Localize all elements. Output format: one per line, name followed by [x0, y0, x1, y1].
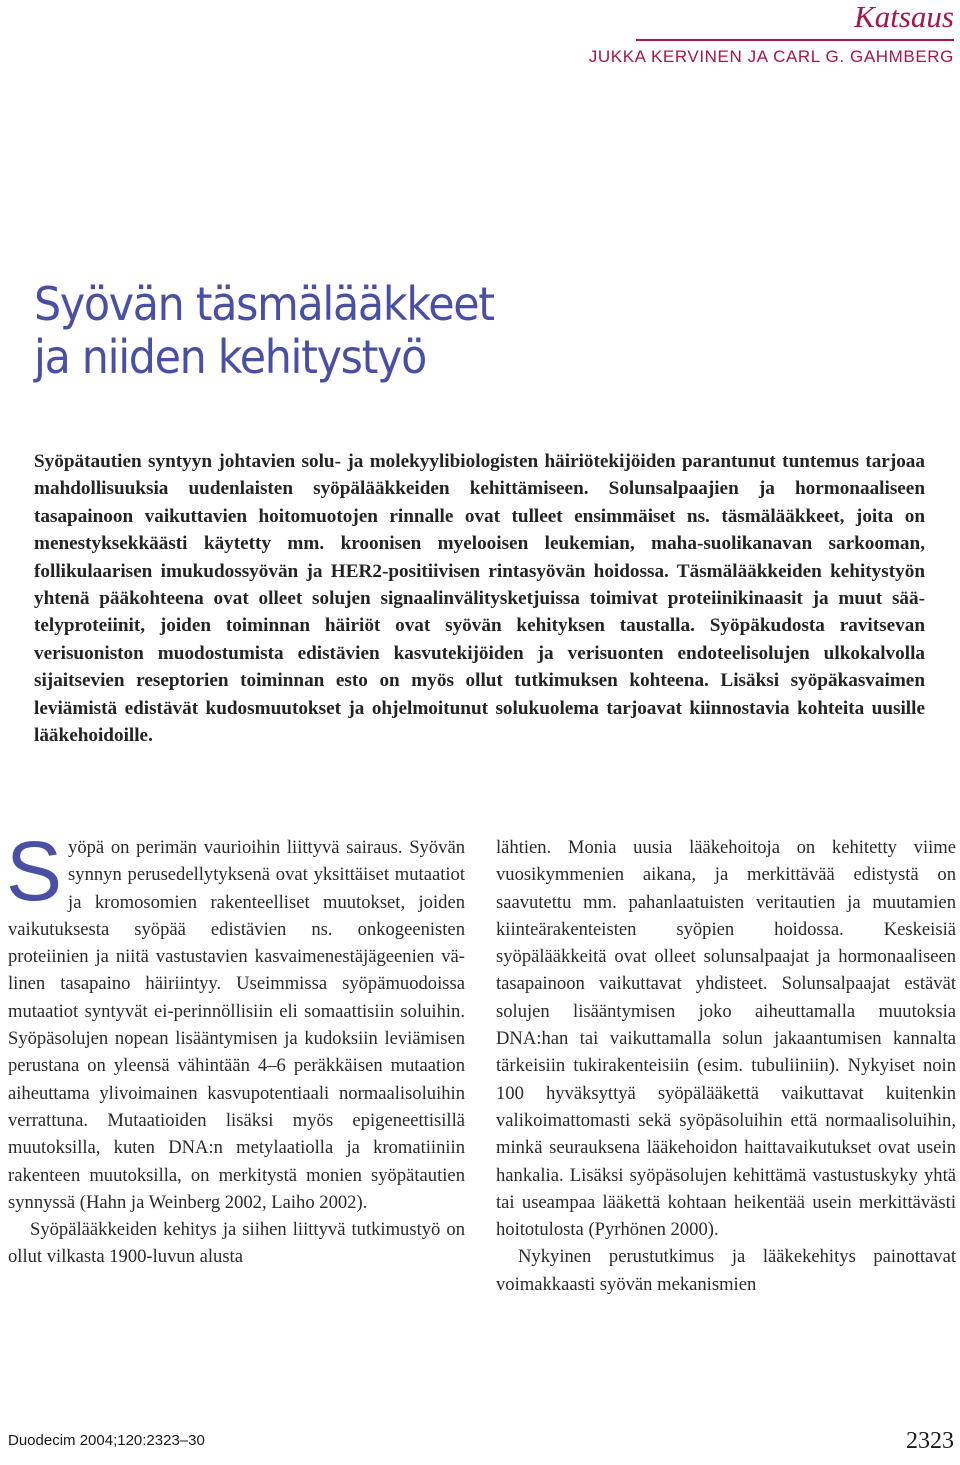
- drop-cap: S: [6, 824, 63, 918]
- header-rule: [636, 39, 954, 41]
- body-paragraph: Syöpälääkkeiden kehitys ja siihen liittyvä tutkimustyö on ollut vilkasta 1900-luvun alusta: [8, 1219, 465, 1268]
- body-paragraph: [6, 824, 465, 1216]
- body-paragraph: Nykyinen perustutkimus ja lääkekehitys painottavat voimakkaasti syövän mekanismien: [496, 1246, 956, 1295]
- author-line: JUKKA KERVINEN JA CARL G. GAHMBERG: [588, 47, 954, 66]
- body-column-left: [6, 824, 465, 1271]
- body-column-right: [496, 834, 956, 1298]
- article-abstract: Syöpätautien syntyyn johtavien solu- ja molekyylibiologisten häiriötekijöiden parantunut tuntemus tarjoaa mahdollisuuksia uudenlaisten syöpälääkkeiden kehittämiseen. Solunsalpaajien ja hormonaaliseen tasapainoon vaikuttavien hoitomuotojen rinnalle ovat tulleet ensimmäiset ns. täsmälääkkeet, joita on menestyksekkäästi käytetty mm. kroonisen myelooisen leukemian, maha-suolikanavan sarkooman, follikulaarisen imukudossyövän ja HER2-positiivisen rintasyövän hoidossa. Täsmälääkkeiden kehitystyön yhtenä pääkohteena ovat olleet solujen signaalinvälitysketjuissa toimivat proteiinikinaasit ja muut säätelyproteiinit, joiden toiminnan häiriöt ovat syövän kehityksen taustalla. Syöpäkudosta ravitsevan verisuoniston muodostumista edistävien kasvutekijöiden ja verisuonten endoteelisolujen ulkokalvolla sijaitsevien reseptorien toiminnan esto on myös ollut tutkimuksen kohteena. Lisäksi syöpäkasvaimen leviämistä edistävät kudosmuutokset ja ohjelmoitunut solukuolema tarjoavat kiinnostavia kohteita uusille lääkehoidoille.: [34, 451, 925, 747]
- article-title: [34, 278, 494, 384]
- section-label: Katsaus: [854, 0, 954, 34]
- body-paragraph: lähtien. Monia uusia lääkehoitoja on kehitetty viime vuosikymmenien aikana, ja merkittävää edistystä on saavutettu mm. pahanlaatuisten veritautien ja muutamien kiinteärakenteisten syöpien hoidossa. Keskeisiä syöpälääkkeitä ovat olleet solunsalpaajat ja hormonaaliseen tasapainoon vaikuttavat yhdisteet. Solunsalpaajat estävät solujen lisääntymisen joko aiheuttamalla muutoksia DNA:han tai vaikuttamalla solun jakaantumisen kannalta tärkeisiin tukirakenteisiin (esim. tubuliiniin). Nykyiset noin 100 hyväksyttyä syöpälääkettä vaikuttavat kuitenkin valikoimattomasti sekä syöpäsoluihin että normaalisoluihin, minkä seurauksena lääkehoidon haittavaikutukset ovat usein hankalia. Lisäksi syöpäsolujen kehittämä vastustuskyky yhtä tai useampaa lääkettä kohtaan heikentää usein merkittävästi hoitotulosta (Pyrhönen 2000).: [496, 837, 956, 1241]
- title-line-1: Syövän täsmälääkkeet: [34, 277, 494, 331]
- page-number: 2323: [906, 1428, 954, 1454]
- journal-citation: Duodecim 2004;120:2323–30: [8, 1432, 205, 1449]
- paragraph-text: yöpä on perimän vaurioihin liittyvä sairaus. Syövän synnyn perusedellytyksenä ovat yksittäiset mutaatiot ja kromosomien rakenteelliset muutokset, joiden vaikutuksesta syöpää edistävien ns. onkogeenisten proteiinien ja niitä vastustavien kasvaimenestäjägeenien välinen tasapaino häiriintyy. Useimmissa syöpämuodoissa mutaatiot syntyvät ei-perinnöllisiin eli somaattisiin soluihin. Syöpäsolujen nopean lisääntymisen ja kudoksiin leviämisen perustana on yleensä vähintään 4–6 peräkkäisen mutaation aiheuttama ylivoimainen kasvupotentiaali normaalisoluihin verrattuna. Mutaatioiden lisäksi myös epigeneettisillä muutoksilla, kuten DNA:n metylaatiolla ja kromatiiniin rakenteen muutoksilla, on merkitystä monien syöpätautien synnyssä (Hahn ja Weinberg 2002, Laiho 2002).: [8, 837, 465, 1213]
- title-line-2: ja niiden kehitystyö: [34, 330, 426, 384]
